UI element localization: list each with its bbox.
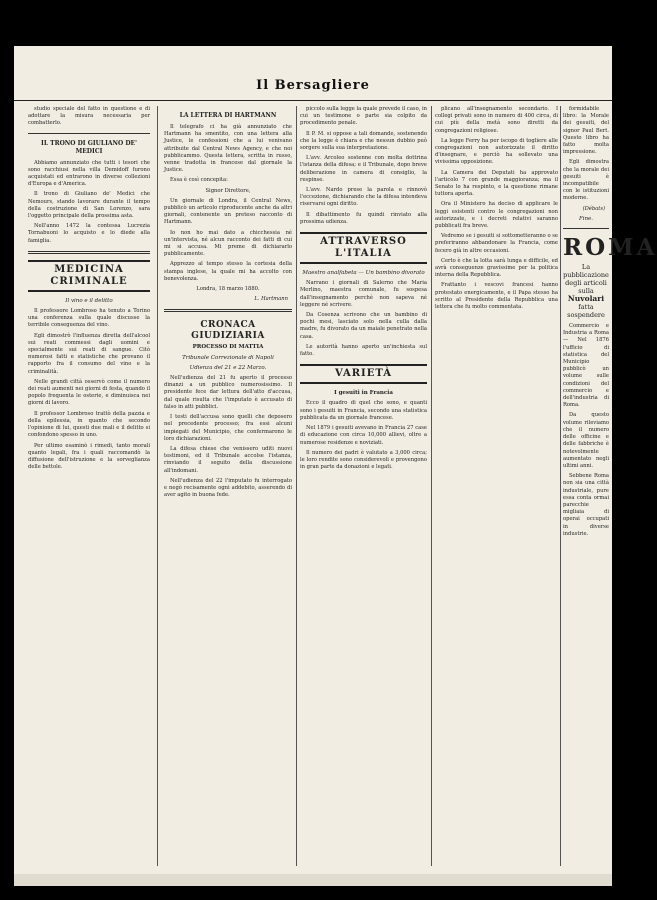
article-text: Io non ho mai dato a chicchessia né un'intervista, né alcun racconto dei fatti di cui mi si accusa. Mi preme di dichiararlo pubblicamente.: [164, 229, 292, 258]
article-text: La Camera dei Deputati ha approvato l'articolo 7 con grande maggioranza; ma il Senato lo ha respinto, e la questione rimane tuttora aperta.: [435, 169, 558, 198]
article-text: Nell'anno 1472 la contessa Lucrezia Tornabuoni lo acquisto e lo diede alla famiglia.: [28, 223, 150, 244]
column-divider: [157, 106, 158, 866]
column-3: [300, 106, 427, 866]
section-heading: MEDICINA CRIMINALE: [28, 260, 150, 292]
article-text: Vedremo se i gesuiti si sottometteranno o se preferiranno abbandonare la Francia, come fecero già in altre occasioni.: [435, 233, 558, 254]
section-subheading: Il vino e il delitto: [65, 297, 113, 304]
column-divider: [296, 106, 297, 866]
article-text: La legge Ferry ha per iscopo di togliere alle congregazioni non autorizzate il diritto d'insegnare, e perciò ha sollevato una vivissima opposizione.: [435, 137, 558, 166]
article-text: Da questo volume rileviamo che il numero delle officine e delle fabbriche è notevolmente aumentato negli ultimi anni.: [563, 412, 609, 469]
article-text: Un giornale di Londra, il Central News, pubblicò un articolo riproducente anche da altri giornali, contenente un preteso racconto di Hartmann.: [164, 197, 292, 226]
article-heading: LA LETTERA DI HARTMANN: [179, 112, 277, 119]
section-heading-roma: ROMA: [563, 234, 657, 262]
article-heading: IL TRONO DI GIULIANO DE' MEDICI: [41, 139, 137, 155]
divider: [164, 309, 292, 312]
letter-signature: L. Hartmann: [254, 296, 288, 303]
column-2: [164, 106, 292, 866]
section-subheading: PROCESSO DI MATTIA: [192, 344, 264, 351]
subheading-name: Nuvolari: [567, 294, 605, 304]
article-text: Abbiamo annunziato che tutti i tesori che sono racchiusi nella villa Demidoff furono acquistati ed entrarono in diverse collezioni d'Europa e d'America.: [28, 159, 150, 188]
article-text: Commercio e Industria a Roma — Nel 1876 l'ufficio di statistica del Municipio pubblicò un volume sulle condizioni del commercio e dell'industria di Roma.: [563, 323, 609, 409]
article-text: L'avv. Arcoleo sostenne con molta dottrina l'istanza della difesa; e il Tribunale, dopo breve deliberazione in camera di consiglio, la respinse.: [300, 155, 427, 183]
article-text: Nelle grandi città osservò come il numero dei reati aumenti nei giorni di festa, quando il popolo frequenta le osterie, e diminuisca nei giorni di lavoro.: [28, 378, 150, 407]
article-text: Da Cosenza scrivono che un bambino di pochi mesi, lasciato solo nella culla dalla madre, fu divorato da un maiale penetrato nella casa.: [300, 312, 427, 340]
court-name: Tribunale Correzionale di Napoli: [182, 354, 274, 361]
column-4: [435, 106, 558, 866]
section-subheading: Maestro analfabeta — Un bambino divorato: [302, 270, 425, 277]
article-text: Nel 1879 i gesuiti avevano in Francia 27 case di educazione con circa 10,000 allievi, oltre a numerose residenze e noviziati.: [300, 425, 427, 446]
article-text: Il professore Lombroso ha tenuto a Torino una conferenza sulla quale discusse la terribile conseguenza del vino.: [28, 308, 150, 329]
article-text: Sebbene Roma non sia una città industriale, pure essa conta ormai parecchie migliaia di operai occupati in diverse industrie.: [563, 473, 609, 537]
masthead: [14, 76, 612, 101]
article-text: Apprezzo al tempo stesso la cortesia della stampa inglese, la quale mi ha accolto con benevolenza.: [164, 261, 292, 282]
divider: [28, 251, 150, 254]
article-text: Nell'udienza del 21 fu aperto il processo dinanzi a un pubblico numerosissimo. Il presidente fece dar lettura dell'atto d'accusa, dal quale risulta che l'imputato è accusato di falso in atti pubblici.: [164, 375, 292, 410]
section-heading: ATTRAVERSO L'ITALIA: [300, 232, 427, 264]
article-text: Il trono di Giuliano de' Medici che Nemours, stando lavorare durante il tempo della costruzione di San Lorenzo, sara l'oggetto principale della prossima asta.: [28, 191, 150, 220]
article-text: Il P. M. si oppose a tali domande, sostenendo che la legge è chiara e che nessun dubbio può sorgere sulla sua interpretazione.: [300, 130, 427, 152]
article-text: formidabile libro: la Morale dei gesuiti, del signor Paul Bert. Questo libro ha fatto molta impressione.: [563, 106, 609, 156]
article-text: Essa è così concepita:: [170, 177, 228, 184]
hearing-date: Udienza del 21 e 22 Marzo.: [189, 364, 267, 371]
article-text: Il dibattimento fu quindi rinviato alla prossima udienza.: [300, 211, 427, 225]
letter-salutation: Signor Direttore,: [205, 187, 251, 194]
article-text: Frattanto i vescovi francesi hanno protestato energicamente, e il Papa stesso ha scritto al Presidente della Repubblica una lettera che fu molto commentata.: [435, 282, 558, 311]
article-text: Certo è che la lotta sarà lunga e difficile, ed avrà conseguenze gravissime per la politica interna della Repubblica.: [435, 257, 558, 279]
divider: [28, 133, 150, 134]
article-text: Ora il Ministero ha deciso di applicare le leggi esistenti contro le congregazioni non autorizzate, e i decreti relativi saranno pubblicati fra breve.: [435, 201, 558, 230]
section-subheading: [563, 263, 609, 319]
newspaper-title: Il Bersagliere: [256, 78, 370, 93]
article-text: Le autorità hanno aperto un'inchiesta sul fatto.: [300, 343, 427, 358]
article-text: I testi dell'accusa sono quelli che deposero nel precedente processo; fra essi alcuni impiegati del Municipio, che confermarono le loro dichiarazioni.: [164, 414, 292, 442]
article-text: Narrano i giornali di Salerno che Maria Merlino, maestra comunale, fu sospesa dall'insegnamento perché non sapeva né leggere né scrivere.: [300, 280, 427, 308]
article-text: Il numero dei padri è valutato a 3,000 circa; le loro rendite sono considerevoli e provengono in gran parte da donazioni e legati.: [300, 449, 427, 471]
section-heading: CRONACA GIUDIZIARIA: [191, 320, 265, 342]
article-text: Il telegrafo ci ha già annunziato che Hartmann ha smentito, con una lettera alla Justice, le confessioni che a lui venivano attribuite dal Central News Agency, e che noi pubblicammo. Questa lettera, scritta in russo, venne tradotta in francese dal giornale la Justice.: [164, 124, 292, 174]
article-text: studio speciale del fatto in questione e di adottare la misura necessaria per combatterlo.: [28, 106, 150, 127]
column-divider: [560, 106, 561, 866]
newspaper-page: [14, 46, 657, 874]
page-edge: [14, 874, 612, 886]
article-text: La difesa chiese che venissero uditi nuovi testimoni, ed il Tribunale accolse l'istanza, rinviando il seguito della discussione all'indomani.: [164, 445, 292, 474]
letter-date: Londra, 18 marzo 1880.: [196, 286, 260, 293]
column-divider: [431, 106, 432, 866]
subheading-part: La pubblicazione degli articoli sulla: [563, 263, 609, 296]
article-text: piccolo sulla legge la quale prevede il caso, in cui un testimone o parte sia colpito da procedimento penale.: [300, 106, 427, 127]
article-text: Egli dimostrò l'influenza diretta dell'alcool sui reati commessi dagli uomini e specialmente sui reati di sangue. Citò numerosi fatti e statistiche che provano il rapporto fra il consumo del vino e la criminalità.: [28, 332, 150, 375]
article-text: L'avv. Nardo prese la parola e rinnovò l'eccezione, dichiarando che la difesa intendeva riservarsi ogni diritto.: [300, 187, 427, 208]
section-heading: VARIETÀ: [300, 364, 427, 384]
divider: [563, 228, 609, 229]
column-1: [28, 106, 150, 866]
article-text: plicano all'insegnamento secondario. I collegi privati sono in numero di 400 circa, di cui più della metà sono diretti da congregazioni religiose.: [435, 106, 558, 134]
article-text: Per ultimo esaminò i rimedi, tanto morali quanto legali, fra i quali raccomandò la diffusione dell'istruzione e la sorveglianza delle bettole.: [28, 442, 150, 471]
article-text: Il professor Lombroso trattò della pazzia e della epilessia, in quanto che secondo l'opinione di lui, questi due mali e il delitto si confondono spesso in uno.: [28, 410, 150, 439]
article-source: (Débats): [582, 205, 605, 212]
article-text: Nell'udienza del 22 l'imputato fu interrogato e negò recisamente ogni addebito, asserendo di aver agito in buona fede.: [164, 477, 292, 499]
article-text: Ecco il quadro di quel che sono, e quanti sono i gesuiti in Francia, secondo una statistica pubblicata da un giornale francese.: [300, 400, 427, 421]
section-subheading: I gesuiti in Francia: [334, 390, 393, 397]
end-marker: Fine.: [578, 215, 594, 222]
subheading-part: fatta sospendere: [567, 303, 605, 320]
article-text: Egli dimostra che la morale dei gesuiti è incompatibile con le istituzioni moderne.: [563, 159, 609, 202]
column-5: [563, 106, 657, 866]
